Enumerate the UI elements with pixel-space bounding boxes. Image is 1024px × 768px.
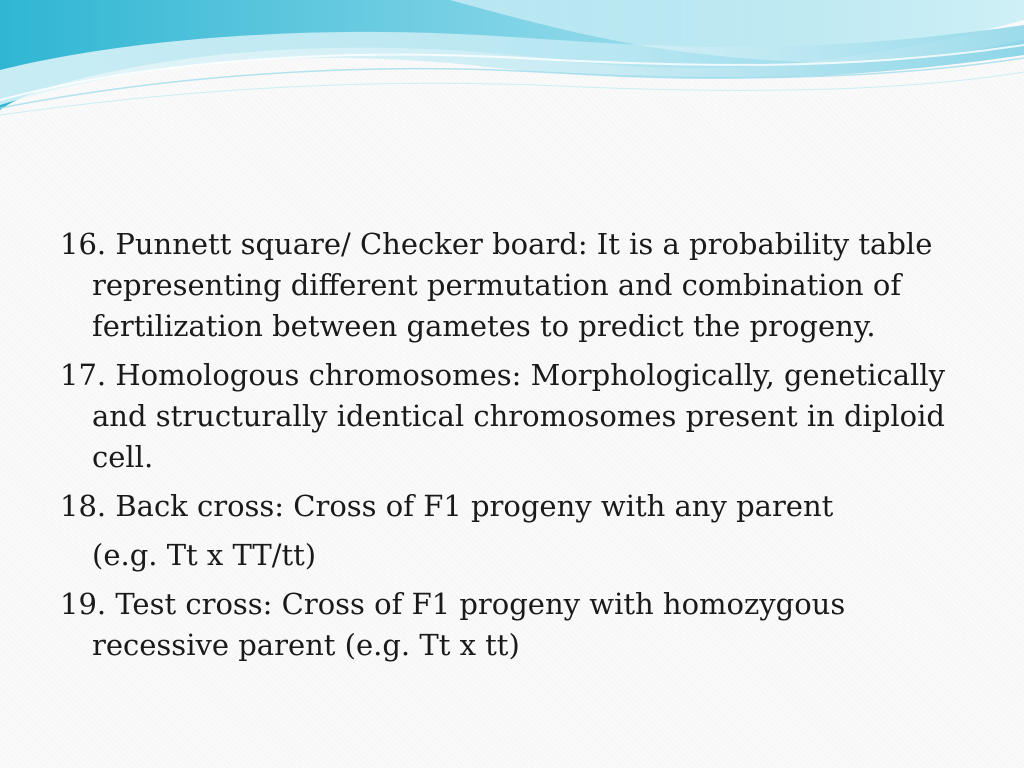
definition-text: 16. Punnett square/ Checker board: It is a probability table representing different permutation and combination of fertilization between gametes to predict the progeny. (60, 227, 933, 343)
definition-text: 19. Test cross: Cross of F1 progeny with homozygous recessive parent (e.g. Tt x tt) (60, 587, 846, 662)
definition-homologous-chromosomes (60, 355, 970, 478)
definition-test-cross (60, 584, 970, 666)
definition-punnett-square (60, 224, 970, 347)
slide-body (60, 224, 970, 674)
definition-text: 18. Back cross: Cross of F1 progeny with any parent (60, 489, 834, 523)
header-wave-decoration (0, 0, 1024, 130)
definition-text: 17. Homologous chromosomes: Morphologically, genetically and structurally identical chromosomes present in diploid cell. (60, 358, 945, 474)
definition-example: (e.g. Tt x TT/tt) (92, 538, 317, 572)
definition-back-cross (60, 486, 970, 576)
